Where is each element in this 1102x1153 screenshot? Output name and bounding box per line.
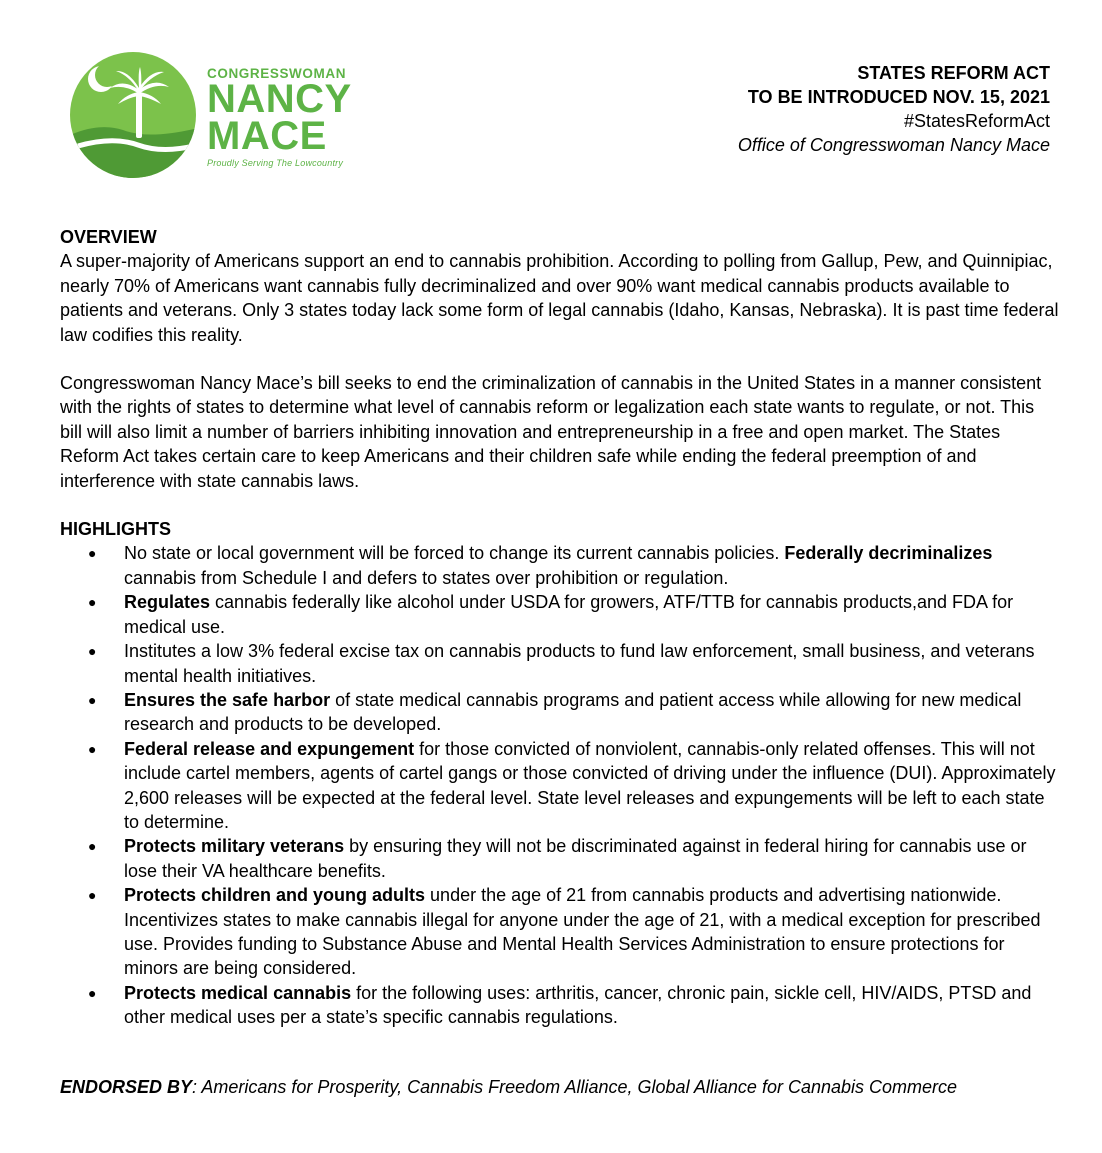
list-item: ● No state or local government will be forced to change its current cannabis policies. Federally decriminalizes cannabis from Schedule I and defers to states over prohibition or regulation.	[88, 543, 993, 588]
document-body	[60, 225, 1060, 1030]
overview-paragraph-1: A super-majority of Americans support an end to cannabis prohibition. According to polling from Gallup, Pew, and Quinnipiac, nearly 70% of Americans want cannabis fully decriminalized and over 90% want medical cannabis products available to patients and veterans. Only 3 states today lack some form of legal cannabis (Idaho, Kansas, Nebraska). It is past time federal law codifies this reality.	[60, 251, 1059, 345]
overview-paragraph-2: Congresswoman Nancy Mace’s bill seeks to end the criminalization of cannabis in the United States in a manner consistent with the rights of states to determine what level of cannabis reform or legalization each state wants to regulate, or not. This bill will also limit a number of barriers inhibiting innovation and entrepreneurship in a free and open market. The States Reform Act takes certain care to keep Americans and their children safe while ending the federal preemption of and interference with state cannabis laws.	[60, 373, 1042, 491]
endorsed-list: : Americans for Prosperity, Cannabis Freedom Alliance, Global Alliance for Cannabis Commerce	[192, 1077, 958, 1097]
bullet-icon: ●	[88, 691, 97, 708]
logo-text	[207, 66, 352, 168]
list-item: ● Institutes a low 3% federal excise tax on cannabis products to fund law enforcement, small business, and veterans mental health initiatives.	[88, 641, 1035, 686]
logo	[68, 50, 368, 180]
highlights-list	[60, 541, 1060, 1029]
bullet-icon: ●	[88, 594, 97, 611]
list-item: ● Ensures the safe harbor of state medical cannabis programs and patient access while allowing for new medical research and products to be developed.	[88, 689, 1022, 735]
header-title: STATES REFORM ACT	[857, 63, 1050, 83]
bullet-icon: ●	[88, 740, 97, 757]
overview-heading: OVERVIEW	[60, 227, 157, 247]
endorsed-by	[60, 1075, 1050, 1099]
list-item: ● Regulates cannabis federally like alcohol under USDA for growers, ATF/TTB for cannabis products,and FDA for medical use.	[88, 592, 1014, 637]
bullet-icon: ●	[88, 545, 97, 562]
logo-name-first: NANCY	[207, 77, 352, 121]
endorsed-label: ENDORSED BY	[60, 1077, 193, 1097]
list-item: ● Protects medical cannabis for the following uses: arthritis, cancer, chronic pain, sickle cell, HIV/AIDS, PTSD and other medical uses per a state’s specific cannabis regulations.	[88, 982, 1032, 1028]
list-item: ● Federal release and expungement for those convicted of nonviolent, cannabis-only related offenses. This will not include cartel members, agents of cartel gangs or those convicted of driving under the influence (DUI). Approximately 2,600 releases will be expected at the federal level. State level releases and expungements will be left to each state to determine.	[88, 738, 1056, 832]
bullet-icon: ●	[88, 838, 97, 855]
document-header	[738, 61, 1050, 157]
bullet-icon: ●	[88, 984, 97, 1001]
list-item: ● Protects military veterans by ensuring they will not be discriminated against in federal hiring for cannabis use or lose their VA healthcare benefits.	[88, 836, 1027, 881]
header-date: TO BE INTRODUCED NOV. 15, 2021	[747, 87, 1050, 107]
palmetto-moon-logo-icon	[68, 50, 208, 180]
logo-title: CONGRESSWOMAN	[207, 66, 347, 81]
logo-tagline: Proudly Serving The Lowcountry	[207, 158, 344, 168]
header-hashtag: #StatesReformAct	[903, 111, 1050, 131]
logo-name-last: MACE	[207, 114, 327, 158]
highlights-heading: HIGHLIGHTS	[60, 519, 171, 540]
list-item: ● Protects children and young adults under the age of 21 from cannabis products and advertising nationwide. Incentivizes states to make cannabis illegal for anyone under the age of 21, with a medical exception for prescribed use. Provides funding to Substance Abuse and Mental Health Services Administration to ensure protections for minors are being considered.	[88, 885, 1041, 979]
bullet-icon: ●	[88, 643, 97, 660]
header-office: Office of Congresswoman Nancy Mace	[737, 135, 1050, 155]
bullet-icon: ●	[88, 887, 97, 904]
